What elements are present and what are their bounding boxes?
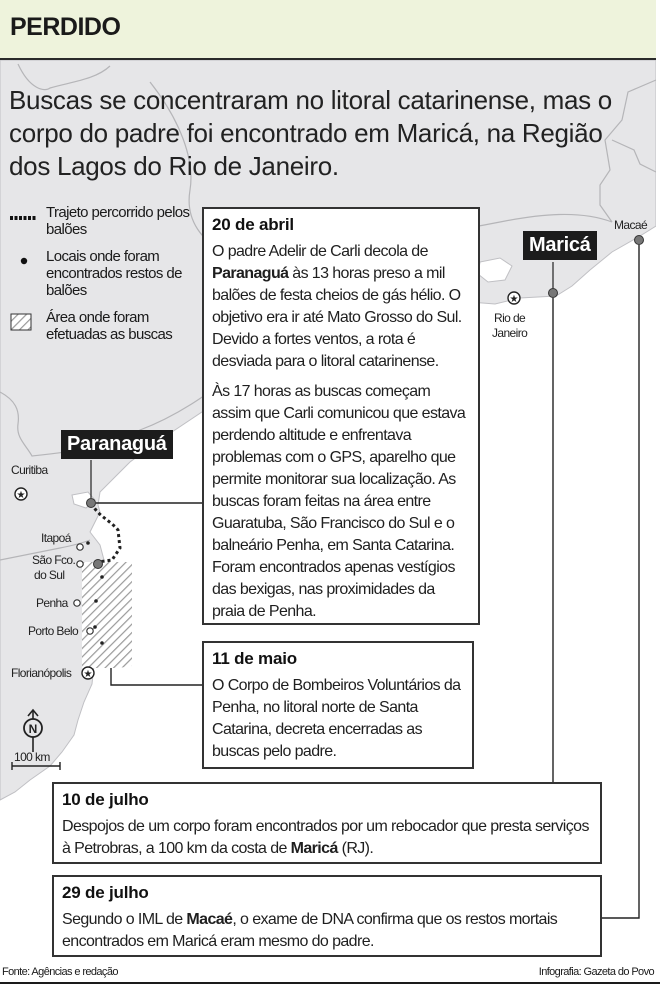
tag-paranagua: Paranaguá: [61, 430, 173, 459]
credit-note: Infografia: Gazeta do Povo: [538, 966, 654, 978]
florianopolis-star-icon: [82, 667, 94, 680]
label-florianopolis: Florianópolis: [11, 666, 72, 680]
label-rio-1: Rio de: [494, 311, 526, 325]
event-text: Segundo o IML de Macaé, o exame de DNA confirma que os restos mortais encontrados em Maricá eram mesmo do padre.: [62, 911, 558, 950]
curitiba-star-icon: [15, 488, 27, 501]
svg-text:★: ★: [83, 669, 93, 680]
tag-marica: Maricá: [523, 231, 597, 260]
subtitle: Buscas se concentraram no litoral catarinense, mas o corpo do padre foi encontrado em Maricá, na Região dos Lagos do Rio de Janeiro.: [9, 85, 612, 181]
event-text: O Corpo de Bombeiros Voluntários da Penha, no litoral norte de Santa Catarina, decreta encerradas as buscas pelo padre.: [212, 677, 461, 760]
event-box-10-julho: [52, 782, 602, 864]
event-text: Despojos de um corpo foram encontrados por um rebocador que presta serviços à Petrobras, a 100 km da costa de Maricá (RJ).: [62, 818, 589, 857]
event-date: 20 de abril: [212, 215, 294, 234]
svg-text:★: ★: [16, 490, 26, 501]
svg-text:★: ★: [509, 294, 519, 305]
event-date: 10 de julho: [62, 790, 149, 809]
footer: [0, 964, 660, 984]
event-date: 29 de julho: [62, 883, 149, 902]
search-area: [82, 562, 132, 668]
legend-item-debris: Locais onde foram encontrados restos de balões: [10, 248, 200, 299]
label-rio-2: Janeiro: [492, 326, 528, 340]
label-curitiba: Curitiba: [11, 463, 48, 477]
header-band: [0, 0, 656, 60]
label-sao-fco-2: do Sul: [34, 568, 65, 582]
legend: [10, 204, 200, 353]
label-itapoa: Itapoá: [41, 531, 71, 545]
page-title: PERDIDO: [10, 13, 121, 41]
legend-item-search-area: Área onde foram efetuadas as buscas: [10, 309, 200, 343]
svg-text:N: N: [28, 722, 38, 736]
scale-label: 100 km: [14, 750, 50, 764]
label-sao-fco-1: São Fco.: [32, 553, 76, 567]
event-date: 11 de maio: [212, 649, 297, 668]
hatched-area-icon: [10, 313, 32, 335]
label-macae: Macaé: [614, 218, 648, 232]
event-box-29-julho: [52, 875, 602, 957]
event-text: O padre Adelir de Carli decola de Paranaguá às 13 horas preso a mil balões de festa cheios de gás hélio. O objetivo era ir até Mato Grosso do Sul. Devido a fortes ventos, a rota é desviada para o litoral catarinense. Às 17 horas as buscas começam assim que Carli comunicou que estava perdendo altitude e enfrentava problemas com o GPS, aparelho que permite monitorar sua localização. As buscas foram feitas na área entre Guaratuba, São Francisco do Sul e o balneário Penha, em Santa Catarina. Foram encontrados apenas vestígios das bexigas, nas proximidades da praia de Penha.: [212, 243, 466, 620]
rio-star-icon: [508, 292, 520, 305]
legend-item-route: Trajeto percorrido pelos balões: [10, 204, 200, 238]
dotted-line-icon: [10, 208, 36, 225]
dot-icon: [10, 252, 36, 270]
label-penha: Penha: [36, 596, 68, 610]
label-porto-belo: Porto Belo: [28, 624, 79, 638]
event-box-20-abril: [202, 207, 480, 625]
source-note: Fonte: Agências e redação: [2, 966, 118, 978]
event-box-11-maio: [202, 641, 474, 769]
